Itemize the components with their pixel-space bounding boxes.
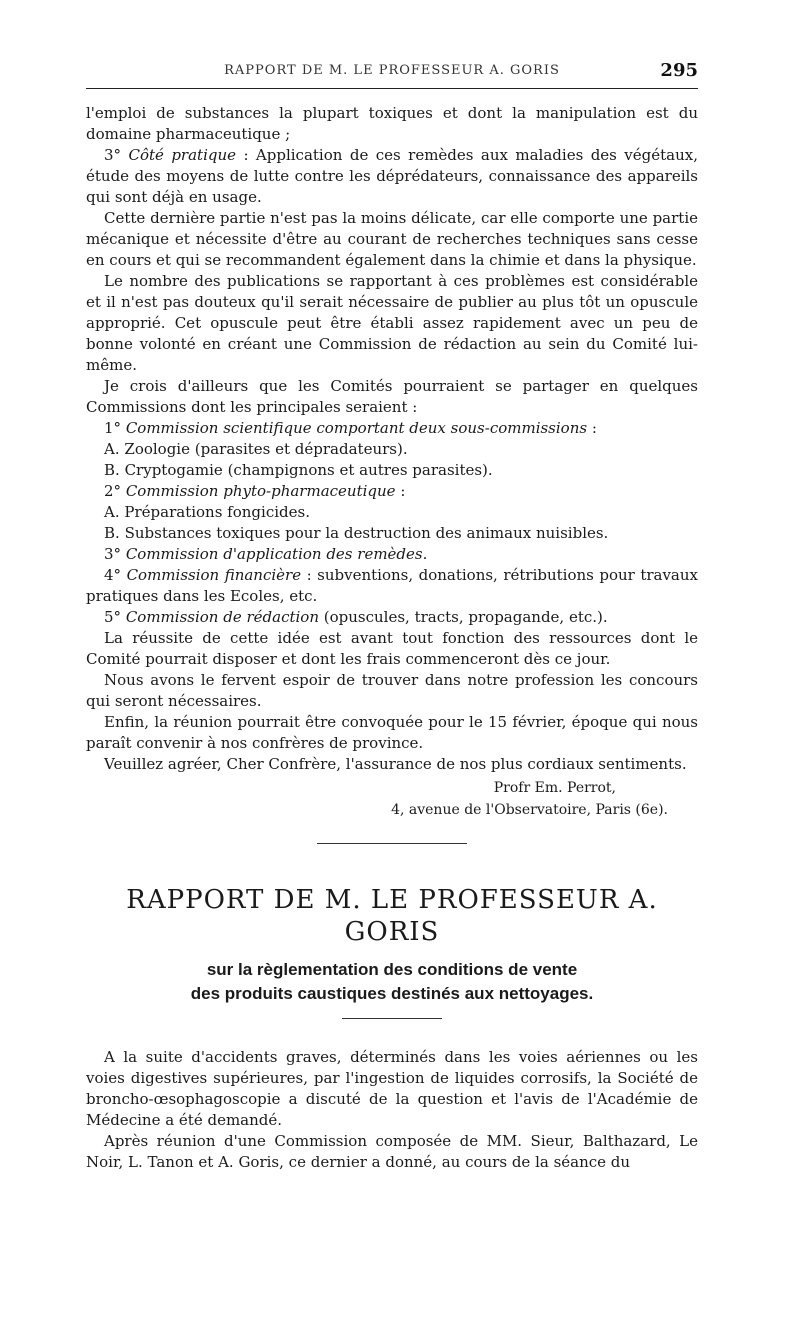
commission-item: 5° Commission de rédaction (opuscules, tracts, propagande, etc.). <box>104 608 608 626</box>
commission-subitem: B. Substances toxiques pour la destruction des animaux nuisibles. <box>104 524 609 542</box>
paragraph: l'emploi de substances la plupart toxiques et dont la manipulation est du domaine pharmaceutique ; <box>86 104 698 143</box>
commission-item: 2° Commission phyto-pharmaceutique : <box>104 482 406 500</box>
header-rule <box>86 88 698 89</box>
commission-subitem: A. Préparations fongicides. <box>104 503 310 521</box>
subtitle-line: sur la règlementation des conditions de vente <box>206 960 578 979</box>
commission-subitem: A. Zoologie (parasites et dépradateurs). <box>104 440 408 458</box>
commission-item: 4° Commission financière : subventions, donations, rétributions pour travaux pratiques dans les Ecoles, etc. <box>86 566 698 605</box>
paragraph-label: Côté pratique <box>128 146 237 164</box>
running-title: RAPPORT DE M. LE PROFESSEUR A. GORIS <box>224 63 560 78</box>
running-header <box>86 58 698 84</box>
section-subtitle <box>86 958 698 1006</box>
paragraph: Je crois d'ailleurs que les Comités pourraient se partager en quelques Commissions dont les principales seraient : <box>86 377 698 416</box>
subtitle-line: des produits caustiques destinés aux nettoyages. <box>190 984 594 1003</box>
section-body <box>86 1047 698 1173</box>
signature-name: Profr Em. Perrot, <box>493 780 616 796</box>
letter-body <box>86 103 698 775</box>
signature-block <box>86 777 698 821</box>
signature-address: 4, avenue de l'Observatoire, Paris (6e). <box>391 802 668 818</box>
paragraph: Enfin, la réunion pourrait être convoquée pour le 15 février, époque qui nous paraît convenir à nos confrères de province. <box>86 713 698 752</box>
paragraph: Cette dernière partie n'est pas la moins délicate, car elle comporte une partie mécanique et nécessite d'être au courant de recherches techniques sans cesse en cours et qui se recommandent également dans la chimie et dans la physique. <box>86 209 698 269</box>
paragraph: La réussite de cette idée est avant tout fonction des ressources dont le Comité pourrait disposer et dont les frais commenceront dès ce jour. <box>86 629 698 668</box>
paragraph: Nous avons le fervent espoir de trouver dans notre profession les concours qui seront nécessaires. <box>86 671 698 710</box>
document-page <box>86 58 698 1173</box>
commission-item: 1° Commission scientifique comportant deux sous-commissions : <box>104 419 597 437</box>
subtitle-divider <box>342 1018 442 1019</box>
paragraph: 3° Côté pratique : Application de ces remèdes aux maladies des végétaux, étude des moyens de lutte contre les déprédateurs, connaissance des appareils qui sont déjà en usage. <box>86 146 698 206</box>
page-number: 295 <box>660 60 698 81</box>
section-divider <box>317 843 467 844</box>
paragraph: Après réunion d'une Commission composée de MM. Sieur, Balthazard, Le Noir, L. Tanon et A. Goris, ce dernier a donné, au cours de la séance du <box>86 1132 698 1171</box>
paragraph: Veuillez agréer, Cher Confrère, l'assurance de nos plus cordiaux sentiments. <box>104 755 687 773</box>
section-title: RAPPORT DE M. LE PROFESSEUR A. GORIS <box>126 885 658 947</box>
paragraph: A la suite d'accidents graves, déterminés dans les voies aériennes ou les voies digestives supérieures, par l'ingestion de liquides corrosifs, la Société de broncho-œsophagoscopie a discuté de la question et l'avis de l'Académie de Médecine a été demandé. <box>86 1048 698 1129</box>
commission-subitem: B. Cryptogamie (champignons et autres parasites). <box>104 461 493 479</box>
commission-item: 3° Commission d'application des remèdes. <box>104 545 428 563</box>
paragraph: Le nombre des publications se rapportant à ces problèmes est considérable et il n'est pas douteux qu'il serait nécessaire de publier au plus tôt un opuscule approprié. Cet opuscule peut être établi assez rapidement avec un peu de bonne volonté en créant une Commission de rédaction au sein du Comité lui-même. <box>86 272 698 374</box>
